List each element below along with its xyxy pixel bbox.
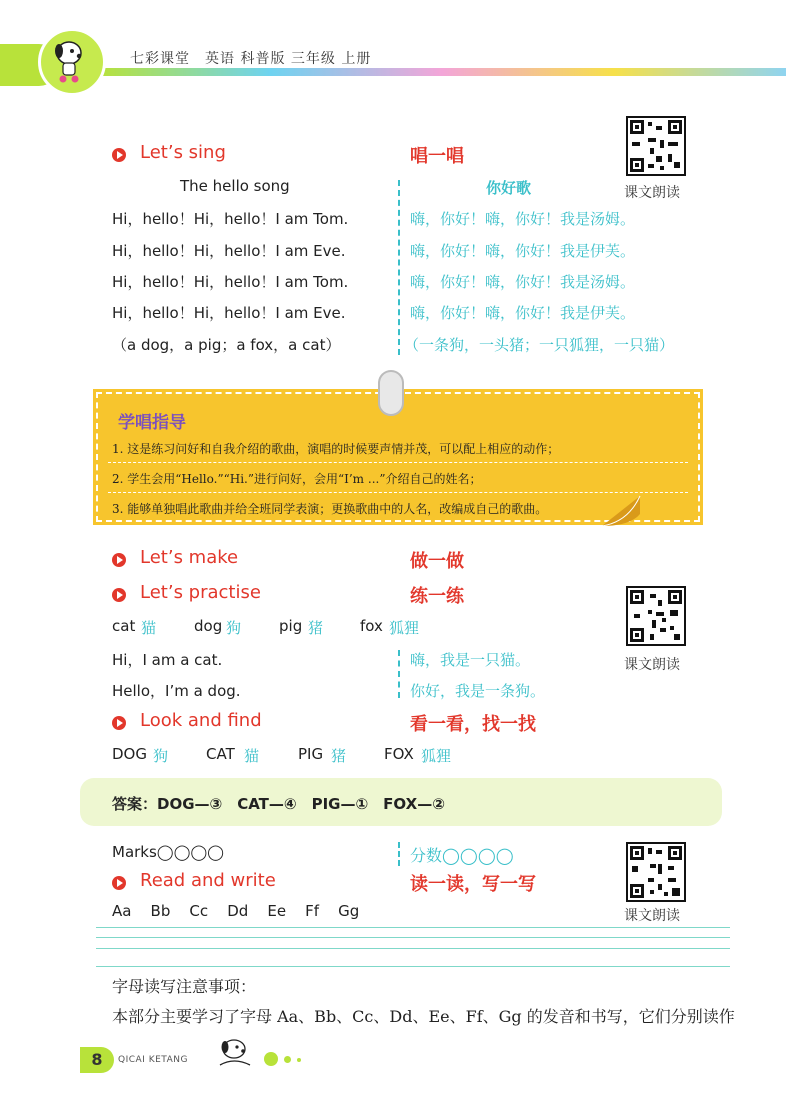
sing-line-cn: 嗨，你好！嗨，你好！我是汤姆。 [410, 210, 636, 228]
guide-line: 1. 这是练习问好和自我介绍的歌曲，演唱的时候要声情并茂，可以配上相应的动作； [112, 442, 560, 456]
sing-line-en: （a dog，a pig；a fox，a cat） [112, 336, 341, 354]
footer-dot [297, 1058, 301, 1062]
sing-line-en: Hi，hello！Hi，hello！I am Eve. [112, 304, 346, 322]
guide-line: 3. 能够单独唱此歌曲并给全班同学表演；更换歌曲中的人名，改编成自己的歌曲。 [112, 502, 548, 516]
page-curl-icon [600, 494, 642, 528]
look-word-cn: 猪 [331, 747, 347, 765]
qr-label-sing: 课文朗读 [624, 185, 680, 201]
word-en: pig [279, 617, 303, 635]
writing-line [96, 966, 730, 967]
play-icon [112, 588, 126, 602]
sing-title-en: Let’s sing [140, 142, 226, 163]
read-title-en: Read and write [140, 870, 276, 891]
answer-box [80, 778, 722, 826]
look-word-en: CAT [206, 745, 235, 763]
marks-en: Marks◯◯◯◯ [112, 843, 224, 861]
sing-line-en: Hi，hello！Hi，hello！I am Eve. [112, 242, 346, 260]
practise-line-en: Hello，I’m a dog. [112, 682, 241, 700]
qr-code-icon [628, 588, 684, 644]
look-word-en: FOX [384, 745, 414, 763]
sing-line-cn: 嗨，你好！嗨，你好！我是伊芙。 [410, 242, 636, 260]
sing-line-cn: 嗨，你好！嗨，你好！我是汤姆。 [410, 273, 636, 291]
footer-dot [284, 1056, 291, 1063]
word-cn: 狗 [226, 619, 242, 637]
look-word-cn: 猫 [244, 747, 260, 765]
play-icon [112, 876, 126, 890]
look-word-en: PIG [298, 745, 324, 763]
notes-heading: 字母读写注意事项： [112, 977, 257, 996]
dog-footer-icon [212, 1035, 256, 1069]
word-cn: 猪 [308, 619, 324, 637]
song-title-cn: 你好歌 [486, 179, 532, 197]
qr-code-icon [628, 844, 684, 900]
sing-line-cn: 嗨，你好！嗨，你好！我是伊芙。 [410, 304, 636, 322]
paper-clip-icon [378, 370, 404, 416]
writing-line [96, 937, 730, 938]
word-en: dog [194, 617, 223, 635]
marks-cn: 分数◯◯◯◯ [410, 846, 514, 865]
word-cn: 猫 [141, 619, 157, 637]
play-icon [112, 148, 126, 162]
word-en: cat [112, 617, 136, 635]
alphabet-letters: Aa Bb Cc Dd Ee Ff Gg [112, 902, 360, 920]
footer-dot [264, 1052, 278, 1066]
look-word-cn: 狗 [153, 747, 169, 765]
qr-code-read[interactable] [626, 842, 686, 902]
practise-line-cn: 嗨，我是一只猫。 [410, 651, 531, 669]
divider-dashed [398, 180, 400, 355]
guide-line: 2. 学生会用“Hello.”“Hi.”进行问好，会用“I’m ...”介绍自己的姓名； [112, 472, 482, 486]
qr-code-sing[interactable] [626, 116, 686, 176]
practise-line-cn: 你好，我是一条狗。 [410, 682, 546, 700]
writing-line [96, 927, 730, 928]
notes-body: 本部分主要学习了字母 Aa、Bb、Cc、Dd、Ee、Ff、Gg 的发音和书写，它们分别读作 [112, 1007, 735, 1026]
page-number: 8 [80, 1047, 114, 1073]
dog-mascot-icon [41, 31, 97, 87]
practise-title-en: Let’s practise [140, 582, 261, 603]
writing-line [96, 948, 730, 949]
divider-dashed [398, 650, 400, 698]
sing-line-en: Hi，hello！Hi，hello！I am Tom. [112, 210, 349, 228]
word-en: fox [360, 617, 383, 635]
header-title: 七彩课堂 英语 科普版 三年级 上册 [130, 51, 372, 67]
answer-text: 答案：DOG—③ CAT—④ PIG—① FOX—② [112, 795, 445, 813]
guide-separator [108, 462, 688, 463]
word-cn: 狐狸 [389, 619, 420, 637]
qr-code-practise[interactable] [626, 586, 686, 646]
qr-code-icon [628, 118, 684, 174]
mascot-badge [38, 28, 106, 96]
look-word-en: DOG [112, 745, 147, 763]
make-title-en: Let’s make [140, 547, 239, 568]
look-title-en: Look and find [140, 710, 262, 731]
guide-title: 学唱指导 [118, 413, 186, 433]
guide-separator [108, 492, 688, 493]
header-rainbow-bar [98, 68, 786, 76]
look-title-cn: 看一看，找一找 [410, 714, 536, 735]
practise-line-en: Hi，I am a cat. [112, 651, 223, 669]
sing-line-cn: （一条狗，一头猪；一只狐狸，一只猫） [404, 336, 675, 354]
qr-label-practise: 课文朗读 [624, 657, 680, 673]
sing-title-cn: 唱一唱 [410, 146, 464, 167]
sing-line-en: Hi，hello！Hi，hello！I am Tom. [112, 273, 349, 291]
song-title-en: The hello song [180, 177, 290, 195]
practise-title-cn: 练一练 [410, 586, 464, 607]
qr-label-read: 课文朗读 [624, 908, 680, 924]
make-title-cn: 做一做 [410, 551, 464, 572]
play-icon [112, 716, 126, 730]
divider-dashed [398, 842, 400, 866]
play-icon [112, 553, 126, 567]
footer-brand: QICAI KETANG [118, 1055, 188, 1065]
read-title-cn: 读一读，写一写 [410, 874, 536, 895]
look-word-cn: 狐狸 [421, 747, 452, 765]
